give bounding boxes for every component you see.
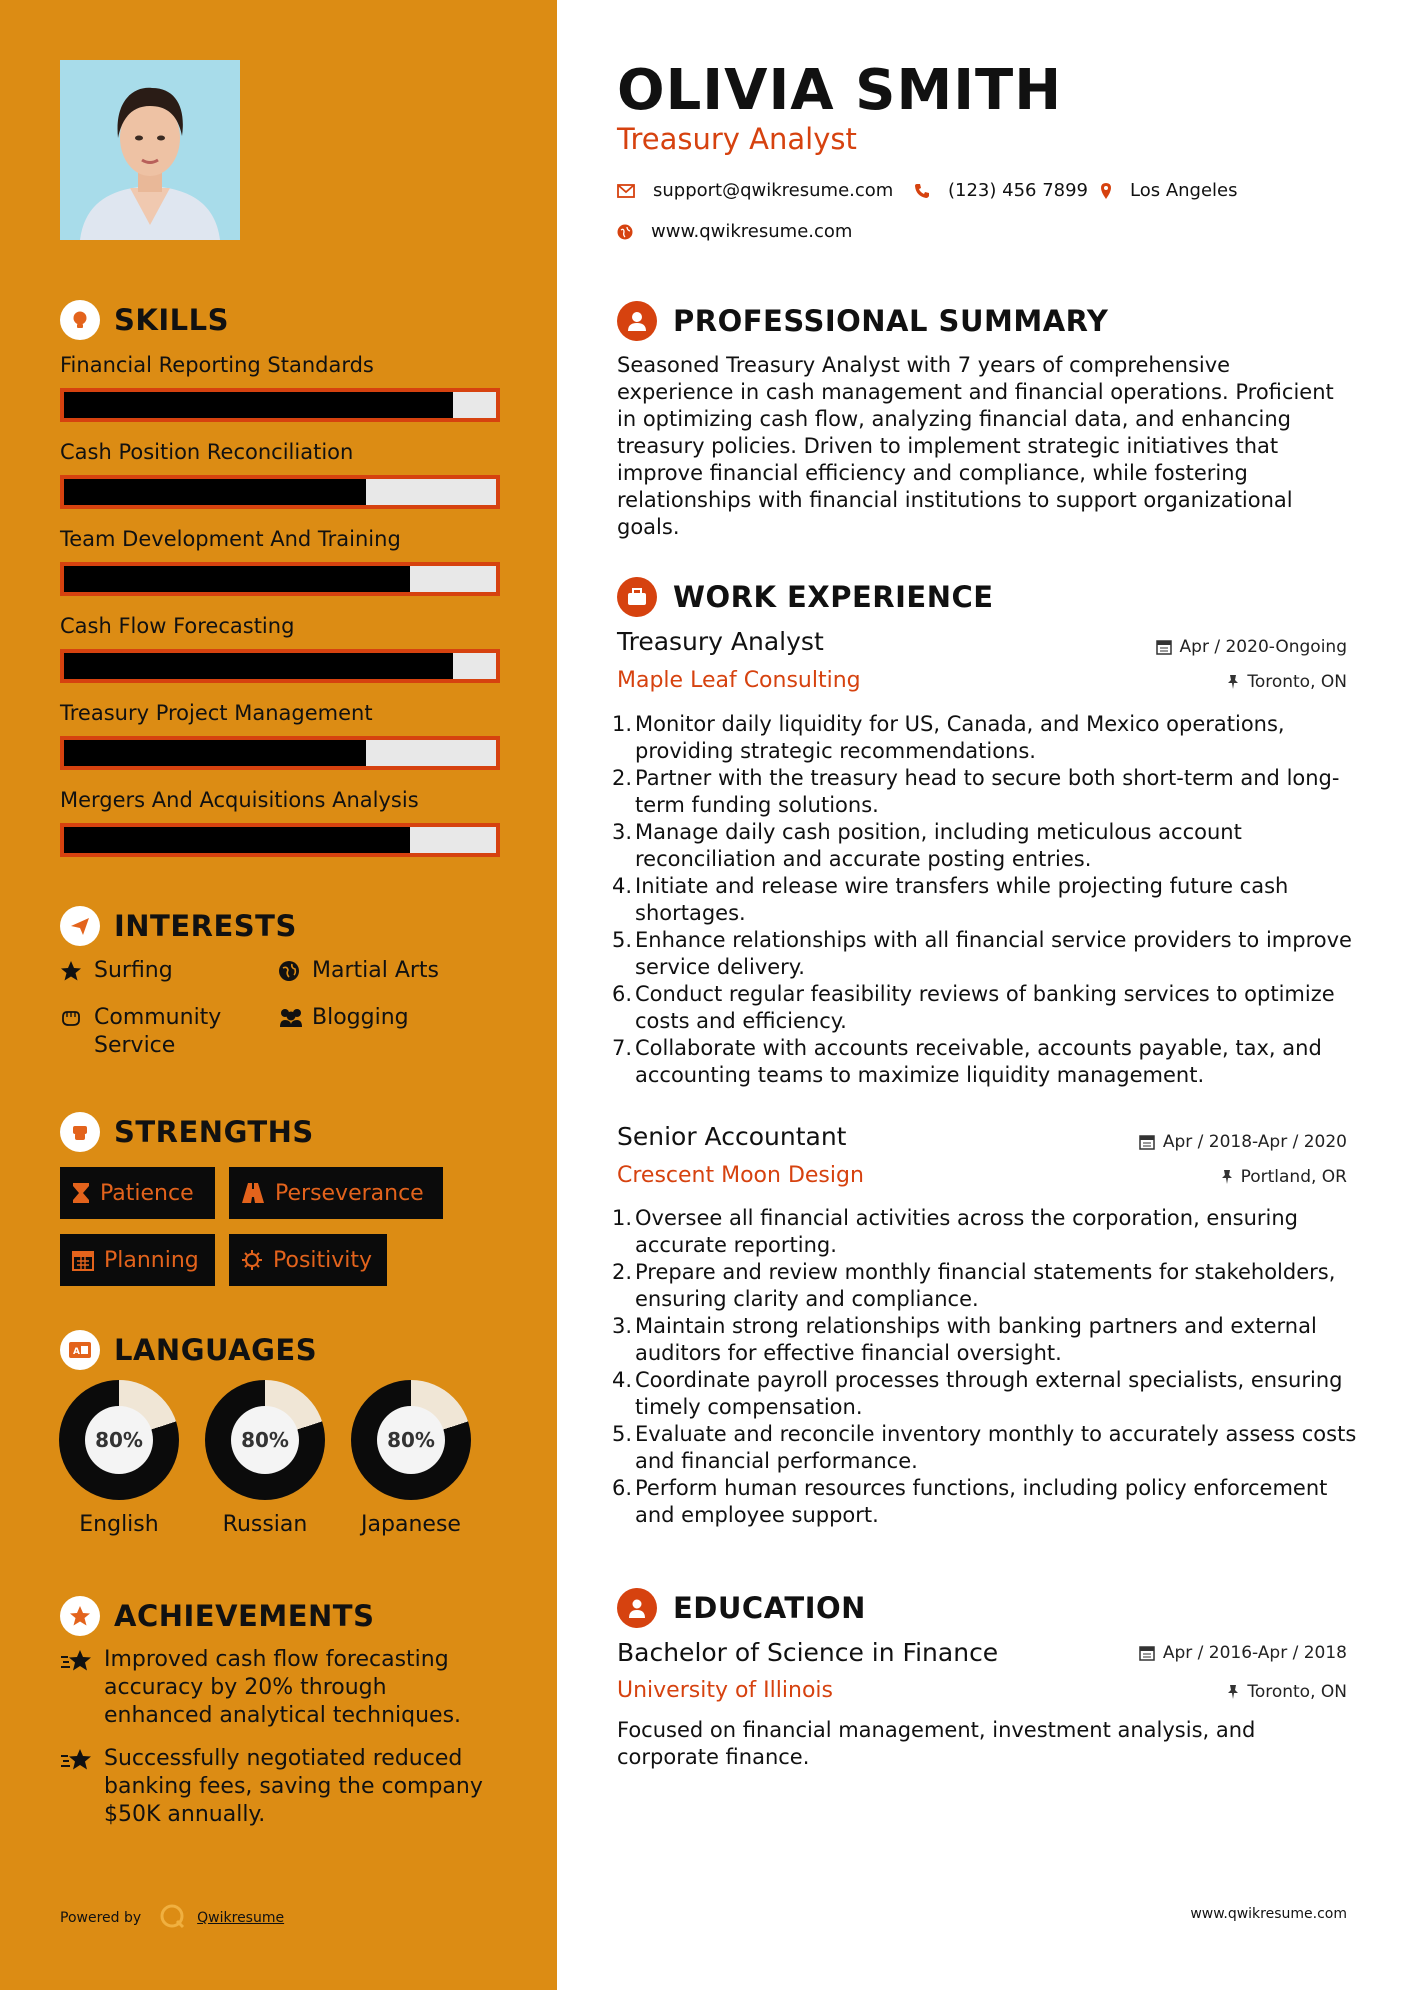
pushpin-icon [1227, 1684, 1239, 1700]
education-description: Focused on financial management, investment analysis, and corporate finance. [617, 1718, 1256, 1769]
job-location [1221, 1167, 1347, 1187]
job-location [1227, 672, 1347, 692]
list-item: 6. Perform human resources functions, including policy enforcement and employee support. [612, 1476, 1328, 1527]
interest-label: Surfing [94, 958, 173, 983]
email-text[interactable]: support@qwikresume.com [653, 180, 894, 201]
job-dates [1139, 1132, 1347, 1152]
language-name: Japanese [361, 1512, 461, 1537]
languages-heading: LANGUAGES [114, 1333, 318, 1367]
contact-website [617, 221, 852, 242]
language-ring [351, 1380, 471, 1500]
language-name: Russian [222, 1512, 308, 1537]
fist-icon [60, 1112, 100, 1152]
skill-bar-fill [64, 827, 410, 853]
globe-icon [617, 224, 633, 240]
school-name: University of Illinois [617, 1678, 833, 1703]
skill-bar [60, 823, 500, 857]
education-location-text: Toronto, ON [1247, 1682, 1347, 1702]
education-heading-row [617, 1588, 866, 1628]
svg-text:A: A [73, 1347, 80, 1357]
achievement-text: Successfully negotiated reduced banking fees, saving the company $50K annually. [104, 1746, 483, 1827]
skill-bar-fill [64, 479, 366, 505]
job-dates-text: Apr / 2018-Apr / 2020 [1162, 1132, 1347, 1152]
achievement-item [60, 1646, 500, 1730]
skill-label: Treasury Project Management [60, 701, 373, 725]
hand-icon [60, 1004, 94, 1032]
job-dates-text: Apr / 2020-Ongoing [1179, 637, 1347, 657]
powered-by [60, 1903, 284, 1933]
education-heading: EDUCATION [673, 1591, 866, 1625]
interest-item [60, 1004, 250, 1060]
list-item: 5. Enhance relationships with all financial service providers to improve service delivery. [612, 928, 1352, 979]
experience-heading-row [617, 577, 994, 617]
candidate-name: OLIVIA SMITH [617, 58, 1063, 123]
job-title: Treasury Analyst [617, 627, 824, 656]
language-item [57, 1380, 181, 1537]
calendar-icon [1156, 639, 1172, 655]
strengths-heading: STRENGTHS [114, 1115, 314, 1149]
interest-label: Community Service [94, 1005, 222, 1058]
job-location-text: Portland, OR [1240, 1167, 1347, 1187]
education-location [1227, 1682, 1347, 1702]
star-icon [60, 1646, 104, 1730]
interest-item [60, 957, 173, 985]
interest-item [278, 957, 439, 985]
skill-item [60, 611, 500, 683]
envelope-icon [617, 184, 635, 198]
skills-heading-row [60, 300, 229, 340]
candidate-title: Treasury Analyst [617, 122, 857, 156]
calendar-icon [1139, 1645, 1155, 1661]
strength-tag [229, 1167, 443, 1219]
list-item: 2. Partner with the treasury head to secure both short-term and long-term funding solutions. [612, 766, 1340, 817]
achievements-heading-row [60, 1596, 374, 1636]
users-icon [278, 1004, 312, 1032]
achievement-item [60, 1745, 500, 1829]
hourglass-icon [72, 1182, 90, 1204]
star-badge-icon [60, 1596, 100, 1636]
skills-heading: SKILLS [114, 303, 229, 337]
brand-link[interactable]: Qwikresume [197, 1910, 285, 1926]
list-item: 4. Initiate and release wire transfers while projecting future cash shortages. [612, 874, 1289, 925]
strength-tag [60, 1234, 215, 1286]
calendar-icon [72, 1249, 94, 1271]
language-name: English [79, 1512, 159, 1537]
strength-label: Positivity [273, 1247, 373, 1273]
skill-bar-fill [64, 740, 366, 766]
profile-photo [60, 60, 240, 240]
skill-bar [60, 388, 500, 422]
pushpin-icon [1227, 674, 1239, 690]
graduation-icon [617, 1588, 657, 1628]
phone-icon [914, 183, 930, 199]
interests-heading: INTERESTS [114, 909, 297, 943]
language-percent: 80% [377, 1406, 445, 1474]
language-percent: 80% [231, 1406, 299, 1474]
strengths-heading-row [60, 1112, 314, 1152]
strength-label: Patience [100, 1180, 194, 1206]
powered-by-label: Powered by [60, 1910, 142, 1926]
map-pin-icon [1100, 182, 1112, 200]
degree-title: Bachelor of Science in Finance [617, 1638, 999, 1667]
language-item [203, 1380, 327, 1537]
list-item: 1. Oversee all financial activities across the corporation, ensuring accurate reporting. [612, 1206, 1299, 1257]
website-text[interactable]: www.qwikresume.com [651, 221, 853, 242]
interest-item [278, 1004, 409, 1032]
list-item: 4. Coordinate payroll processes through external specialists, ensuring timely compensation. [612, 1368, 1343, 1419]
language-ring [59, 1380, 179, 1500]
education-dates-text: Apr / 2016-Apr / 2018 [1162, 1643, 1347, 1663]
education-dates [1139, 1643, 1347, 1663]
sidebar [0, 0, 557, 1990]
skill-bar-fill [64, 653, 453, 679]
globe-icon [278, 957, 312, 985]
language-percent: 80% [85, 1406, 153, 1474]
list-item: 5. Evaluate and reconcile inventory monthly to accurately assess costs and financial performance. [612, 1422, 1357, 1473]
skill-label: Financial Reporting Standards [60, 353, 374, 377]
skill-item [60, 785, 500, 857]
job-bullets [612, 711, 1357, 1089]
skill-item [60, 524, 500, 596]
skill-label: Cash Position Reconciliation [60, 440, 354, 464]
skill-bar-fill [64, 392, 453, 418]
language-ring [205, 1380, 325, 1500]
location-text: Los Angeles [1130, 180, 1238, 201]
job-bullets [612, 1205, 1357, 1529]
experience-heading: WORK EXPERIENCE [673, 580, 994, 614]
languages-heading-row [60, 1330, 317, 1370]
summary-text: Seasoned Treasury Analyst with 7 years of comprehensive experience in cash management and financial operations. Proficient in optimizing cash flow, analyzing financial data, and enhancing treasury policies. Driven to implement strategic initiatives that improve financial efficiency and compliance, while fostering relationships with financial institutions to support organizational goals. [617, 353, 1334, 539]
sun-icon [241, 1249, 263, 1271]
skill-bar [60, 736, 500, 770]
user-icon [617, 301, 657, 341]
skill-bar [60, 475, 500, 509]
language-icon [60, 1330, 100, 1370]
skill-bar [60, 562, 500, 596]
list-item: 3. Manage daily cash position, including meticulous account reconciliation and accurate posting entries. [612, 820, 1242, 871]
contact-phone [914, 180, 1088, 201]
achievements-heading: ACHIEVEMENTS [114, 1599, 375, 1633]
list-item: 1. Monitor daily liquidity for US, Canada, and Mexico operations, providing strategic recommendations. [612, 712, 1285, 763]
skill-bar-fill [64, 566, 410, 592]
skill-label: Mergers And Acquisitions Analysis [60, 788, 419, 812]
summary-heading: PROFESSIONAL SUMMARY [673, 304, 1109, 338]
skill-bar [60, 649, 500, 683]
phone-text: (123) 456 7899 [948, 180, 1089, 201]
interest-label: Martial Arts [312, 958, 440, 983]
strength-label: Perseverance [275, 1180, 424, 1206]
strength-label: Planning [104, 1247, 199, 1273]
footer-url[interactable]: www.qwikresume.com [1190, 1906, 1347, 1922]
list-item: 2. Prepare and review monthly financial statements for stakeholders, ensuring clarity and compliance. [612, 1260, 1336, 1311]
skill-item [60, 437, 500, 509]
road-icon [241, 1182, 265, 1204]
star-icon [60, 957, 94, 985]
strength-tag [60, 1167, 215, 1219]
job-title: Senior Accountant [617, 1122, 847, 1151]
job-dates [1156, 637, 1347, 657]
skill-item [60, 350, 500, 422]
paper-plane-icon [60, 906, 100, 946]
skill-label: Cash Flow Forecasting [60, 614, 295, 638]
language-item [349, 1380, 473, 1537]
star-icon [60, 1745, 104, 1829]
briefcase-icon [617, 577, 657, 617]
strength-tag [229, 1234, 387, 1286]
skill-item [60, 698, 500, 770]
achievement-text: Improved cash flow forecasting accuracy by 20% through enhanced analytical techniques. [104, 1647, 462, 1728]
interests-heading-row [60, 906, 297, 946]
qwikresume-logo-icon [159, 1903, 185, 1933]
pushpin-icon [1221, 1169, 1233, 1185]
contact-location [1100, 180, 1238, 201]
list-item: 6. Conduct regular feasibility reviews of banking services to optimize costs and efficiency. [612, 982, 1335, 1033]
lightbulb-icon [60, 300, 100, 340]
skill-label: Team Development And Training [60, 527, 401, 551]
list-item: 7. Collaborate with accounts receivable, accounts payable, tax, and accounting teams to maximize liquidity management. [612, 1036, 1322, 1087]
calendar-icon [1139, 1134, 1155, 1150]
contact-email [617, 180, 893, 201]
job-location-text: Toronto, ON [1247, 672, 1347, 692]
list-item: 3. Maintain strong relationships with banking partners and external auditors for effective financial oversight. [612, 1314, 1317, 1365]
job-company: Maple Leaf Consulting [617, 668, 861, 693]
job-company: Crescent Moon Design [617, 1163, 864, 1188]
interest-label: Blogging [312, 1005, 409, 1030]
summary-heading-row [617, 301, 1108, 341]
